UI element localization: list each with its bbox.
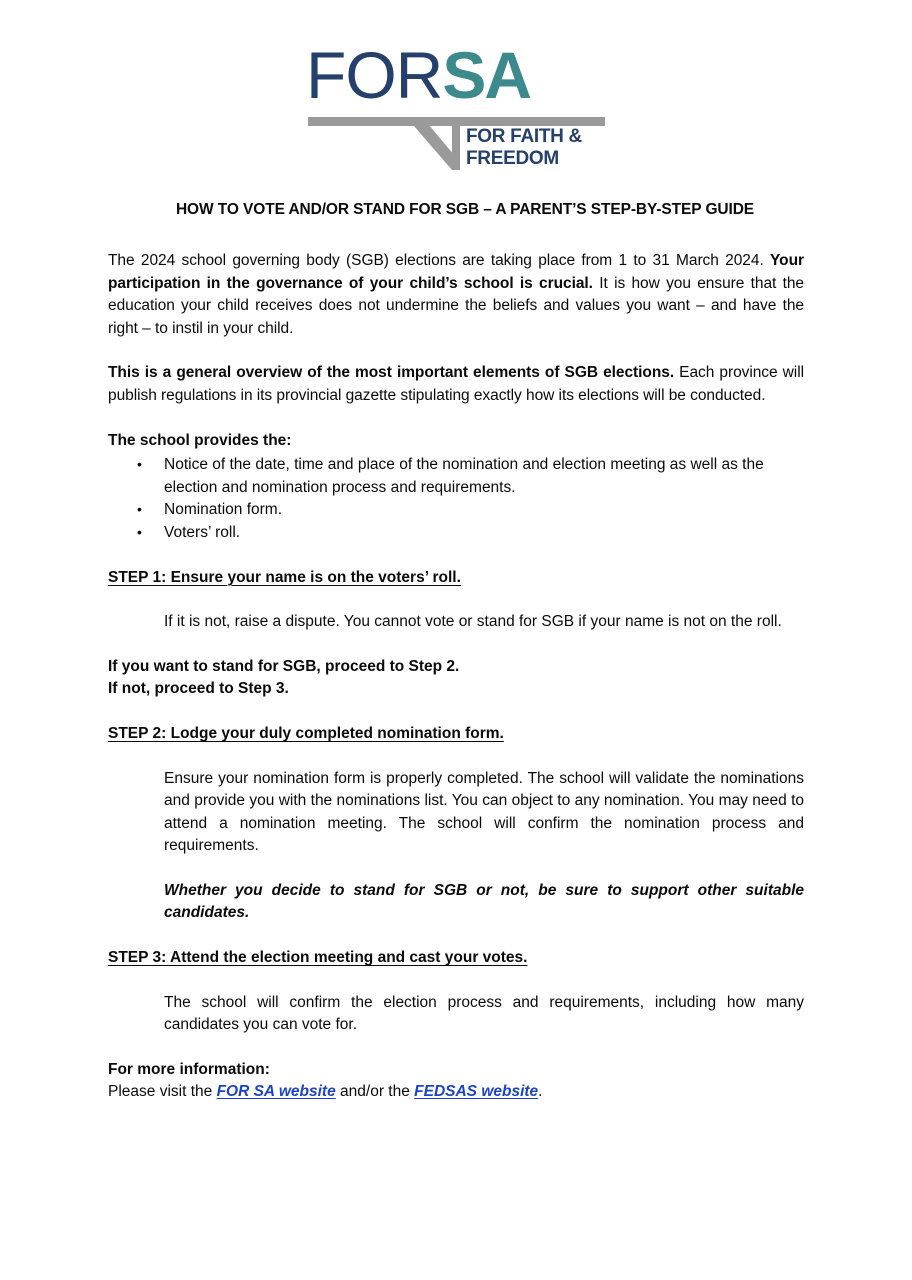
logo-tagline — [466, 126, 582, 170]
logo-tagline-line1: FOR FAITH & — [466, 126, 582, 147]
list-item: • Voters’ roll. — [164, 522, 804, 545]
forsa-website-link[interactable]: FOR SA website — [216, 1083, 336, 1101]
fedsas-website-link[interactable]: FEDSAS website — [414, 1083, 539, 1101]
step-2-body: Ensure your nomination form is properly completed. The school will validate the nominations and provide you with the nominations list. You can object to any nomination. You may need to attend a nomination meeting. The school will confirm the nomination process and requirements. — [164, 769, 804, 855]
branch-line-2: If not, proceed to Step 3. — [108, 680, 289, 698]
school-provides-list — [108, 454, 804, 544]
branch-line-1: If you want to stand for SGB, proceed to Step 2. — [108, 657, 460, 675]
intro-paragraph — [108, 250, 804, 340]
overview-paragraph — [108, 362, 804, 407]
logo-wordmark — [306, 34, 606, 116]
step-2-heading: STEP 2: Lodge your duly completed nomination form. — [108, 724, 504, 742]
list-item: • Nomination form. — [164, 499, 804, 522]
more-information-block — [108, 1059, 804, 1104]
branch-instructions — [108, 656, 804, 701]
list-item: • Notice of the date, time and place of the nomination and election meeting as well as the election and nomination process and requirements. — [164, 454, 804, 499]
step-3-heading: STEP 3: Attend the election meeting and cast your votes. — [108, 949, 528, 967]
forsa-logo — [0, 34, 912, 174]
step-1-body: If it is not, raise a dispute. You cannot vote or stand for SGB if your name is not on the roll. — [164, 613, 782, 631]
intro-bold-emphasis: Your participation in the governance of your child’s school is crucial. — [108, 252, 804, 292]
visit-middle: and/or the — [335, 1083, 415, 1101]
page-title: HOW TO VOTE AND/OR STAND FOR SGB – A PARENT’S STEP-BY-STEP GUIDE — [175, 201, 755, 218]
intro-text-2: It is how you ensure that the education your child receives does not undermine the beliefs and values you want – and have the right – to instil in your child. — [108, 274, 804, 337]
overview-text: Each province will publish regulations in its provincial gazette stipulating exactly how its elections will be conducted. — [108, 364, 804, 404]
logo-text-sa: SA — [442, 38, 531, 112]
more-information-heading: For more information: — [108, 1060, 270, 1078]
logo-tagline-line2: FREEDOM — [466, 148, 559, 169]
overview-bold-emphasis: This is a general overview of the most important elements of SGB elections. — [108, 364, 675, 382]
visit-suffix: . — [538, 1083, 543, 1101]
more-information-line — [108, 1081, 804, 1104]
logo-vertical-stem — [452, 118, 460, 170]
step-2-emphasis: Whether you decide to stand for SGB or not, be sure to support other suitable candidates. — [164, 881, 804, 922]
step-3-body: The school will confirm the election process and requirements, including how many candidates you can vote for. — [164, 993, 804, 1034]
school-provides-heading: The school provides the: — [108, 431, 292, 449]
visit-prefix: Please visit the — [108, 1083, 217, 1101]
logo-text-for: FOR — [306, 38, 443, 112]
step-1-heading: STEP 1: Ensure your name is on the voters’ roll. — [108, 568, 461, 586]
document-content — [108, 200, 804, 1104]
intro-text-1: The 2024 school governing body (SGB) elections are taking place from 1 to 31 March 2024. — [108, 252, 771, 269]
